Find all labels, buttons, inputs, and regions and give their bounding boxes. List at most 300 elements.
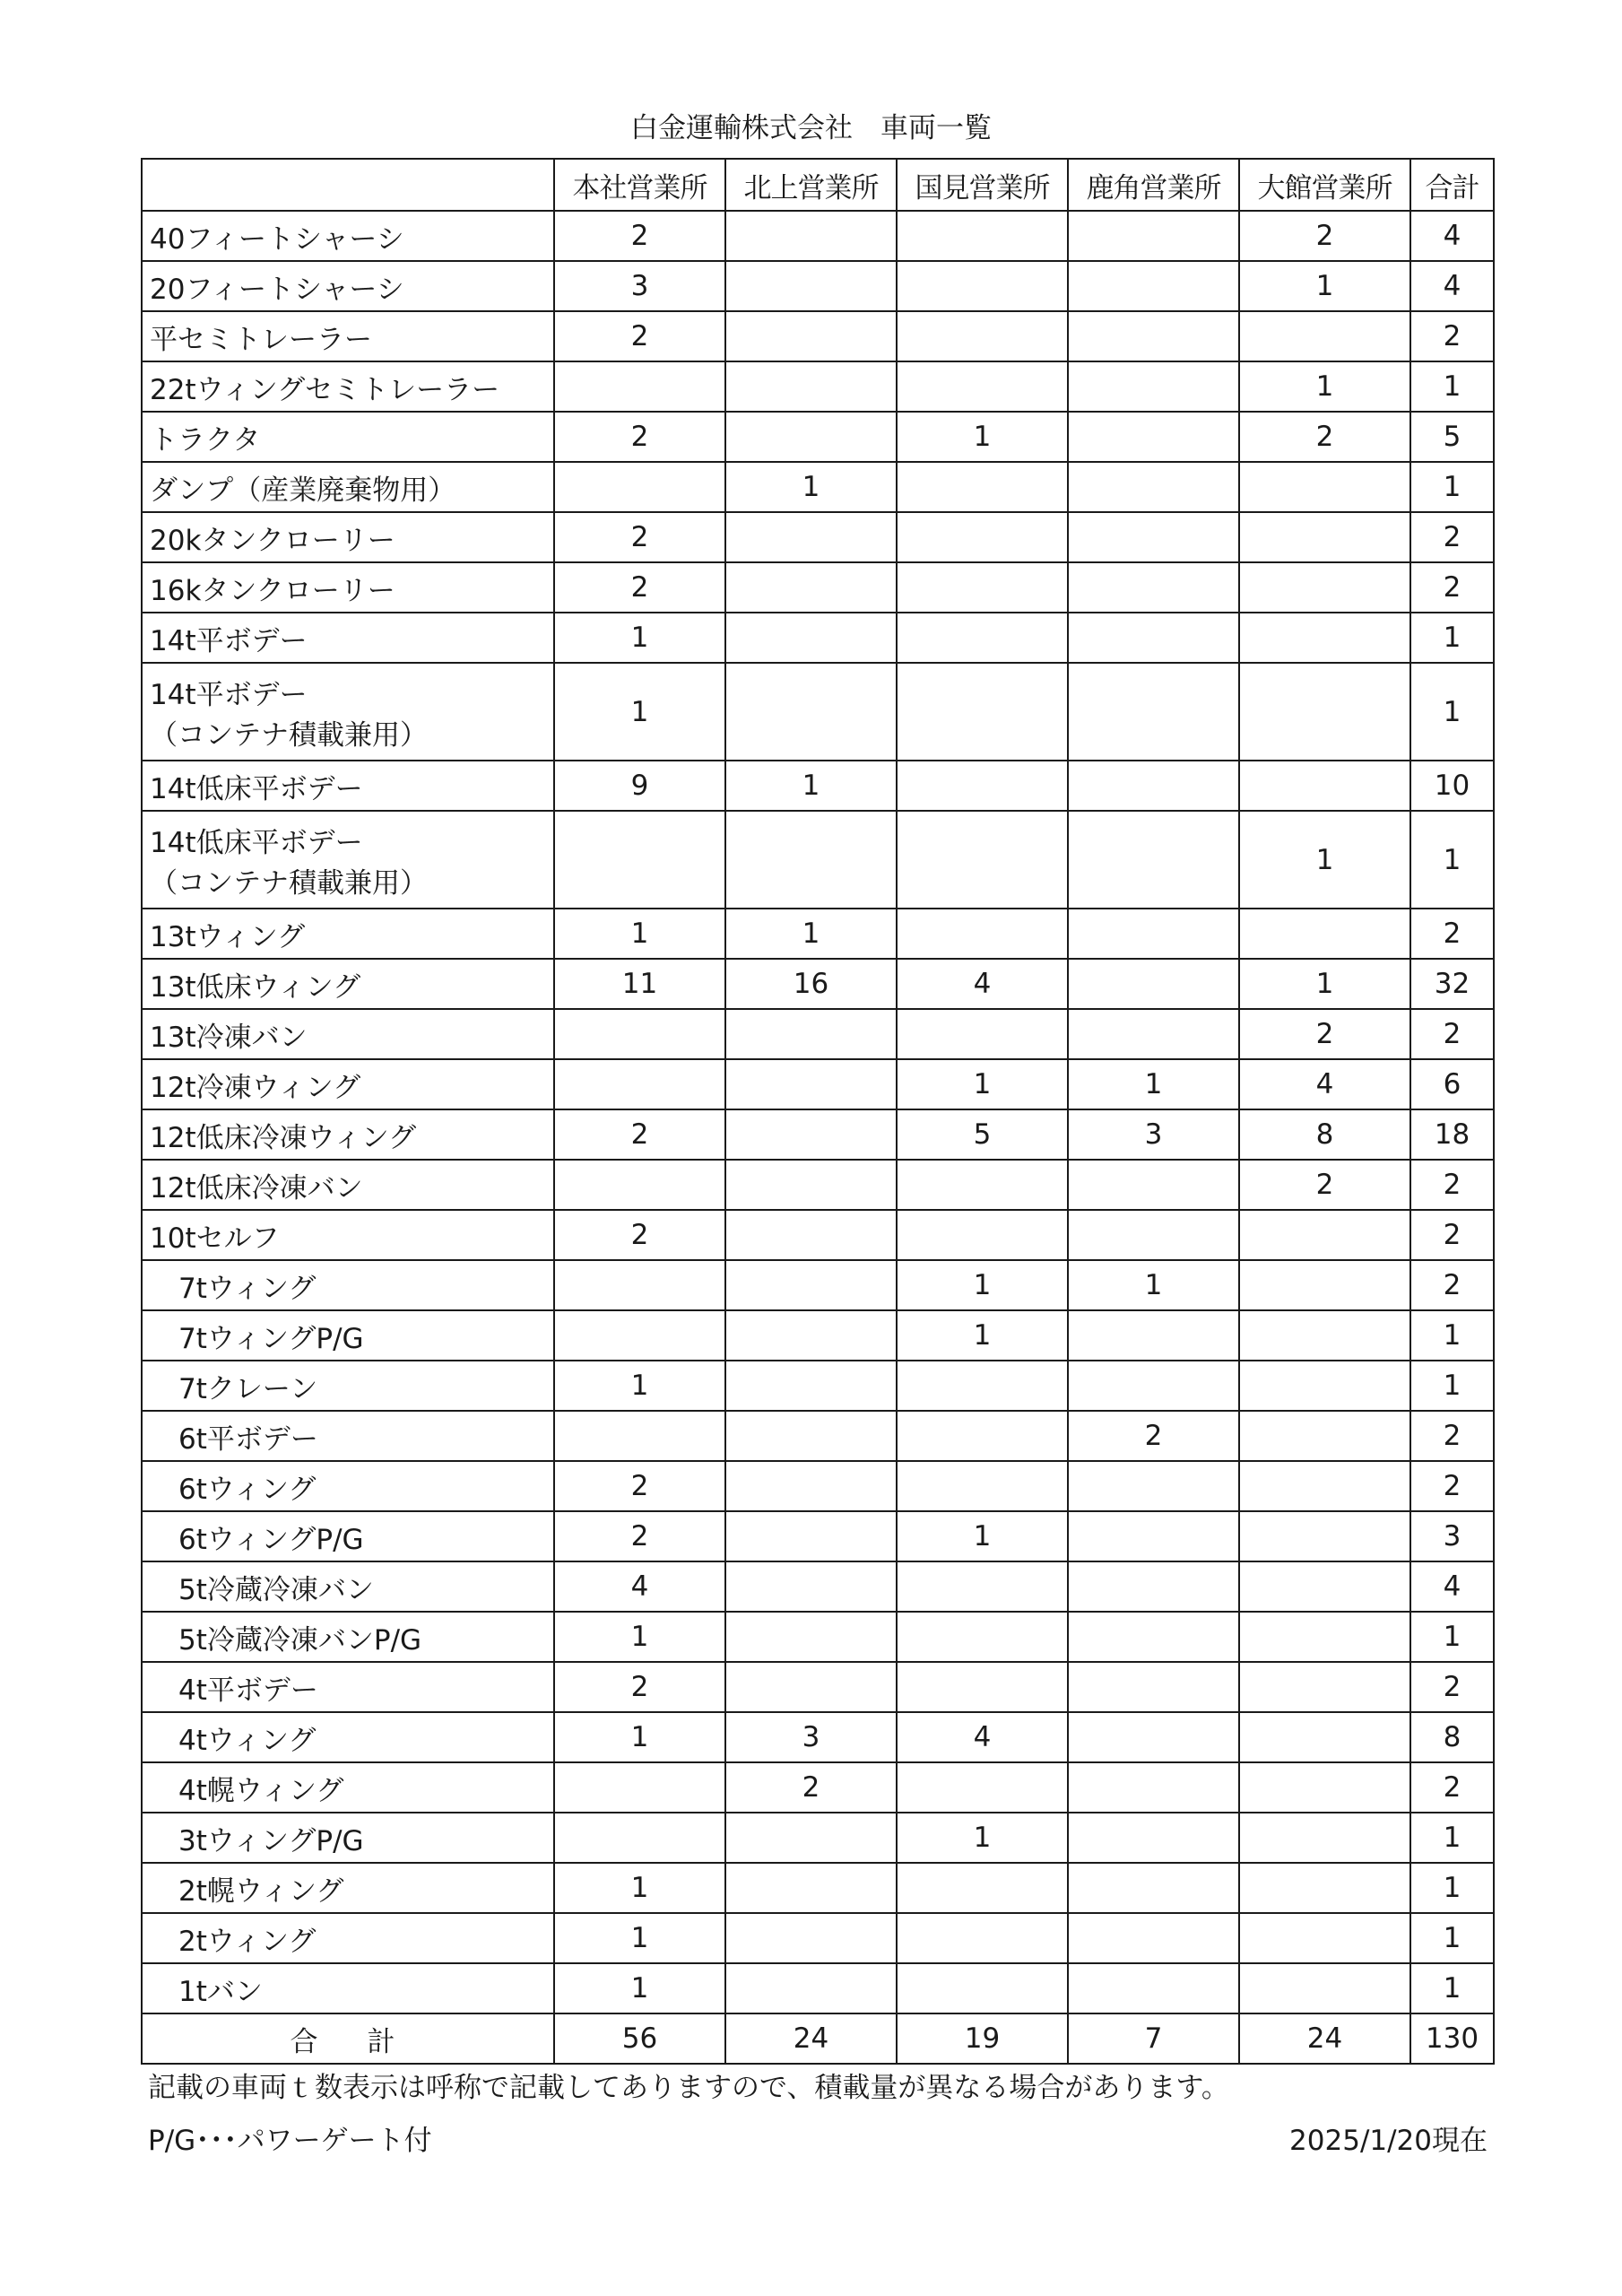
count-cell [897, 512, 1068, 562]
count-cell [1239, 1310, 1410, 1361]
count-cell: 1 [1239, 261, 1410, 311]
row-total-cell: 1 [1410, 1963, 1494, 2013]
count-cell [897, 1762, 1068, 1813]
count-cell: 1 [554, 1963, 725, 2013]
count-cell: 2 [554, 211, 725, 261]
pg-legend: P/G･･･パワーゲート付 [148, 2125, 432, 2157]
count-cell [897, 1160, 1068, 1210]
table-row [142, 1612, 1494, 1662]
count-cell [725, 1863, 897, 1913]
count-cell [725, 1612, 897, 1662]
table-row [142, 1210, 1494, 1260]
count-cell: 2 [1239, 211, 1410, 261]
header-cell: 大館営業所 [1239, 159, 1410, 211]
vehicle-type-cell [142, 1963, 554, 2013]
vehicle-type-cell [142, 1411, 554, 1461]
count-cell [1239, 1963, 1410, 2013]
vehicle-type-cell [142, 1160, 554, 1210]
count-cell [1068, 663, 1239, 761]
row-total-cell: 1 [1410, 1310, 1494, 1361]
vehicle-type-cell [142, 512, 554, 562]
count-cell [554, 1762, 725, 1813]
count-cell [725, 1210, 897, 1260]
table-row [142, 761, 1494, 811]
table-row [142, 811, 1494, 909]
count-cell: 2 [554, 1461, 725, 1511]
vehicle-type-sublabel: （コンテナ積載兼用） [150, 866, 428, 900]
row-total-cell: 1 [1410, 663, 1494, 761]
count-cell: 1 [554, 1863, 725, 1913]
vehicle-type-label: 20kタンクローリー [150, 524, 395, 557]
vehicle-type-cell [142, 211, 554, 261]
vehicle-type-cell [142, 1662, 554, 1712]
count-cell [897, 613, 1068, 663]
count-cell [1068, 1963, 1239, 2013]
count-cell: 1 [1239, 811, 1410, 909]
count-cell [1068, 562, 1239, 613]
count-cell [897, 811, 1068, 909]
count-cell: 4 [1239, 1059, 1410, 1109]
count-cell [1239, 1762, 1410, 1813]
row-total-cell: 10 [1410, 761, 1494, 811]
count-cell: 1 [1068, 1260, 1239, 1310]
vehicle-type-cell [142, 1109, 554, 1160]
vehicle-table [141, 158, 1495, 2065]
count-cell [725, 1963, 897, 2013]
count-cell: 8 [1239, 1109, 1410, 1160]
vehicle-type-label: 16kタンクローリー [150, 574, 395, 607]
count-cell [1068, 1561, 1239, 1612]
count-cell: 2 [1239, 412, 1410, 462]
count-cell [1068, 1009, 1239, 1059]
count-cell [1068, 462, 1239, 512]
vehicle-type-cell [142, 1260, 554, 1310]
count-cell: 1 [1239, 361, 1410, 412]
count-cell [1068, 761, 1239, 811]
count-cell [1068, 1160, 1239, 1210]
count-cell [725, 261, 897, 311]
table-row [142, 1109, 1494, 1160]
count-cell [725, 1813, 897, 1863]
count-cell [1239, 1411, 1410, 1461]
count-cell [725, 361, 897, 412]
count-cell [897, 311, 1068, 361]
row-total-cell: 1 [1410, 1913, 1494, 1963]
vehicle-type-cell [142, 361, 554, 412]
total-cell: 7 [1068, 2013, 1239, 2064]
vehicle-type-label: 12t冷凍ウィング [150, 1071, 361, 1104]
vehicle-type-sublabel: （コンテナ積載兼用） [150, 718, 428, 752]
count-cell [554, 1411, 725, 1461]
count-cell [554, 811, 725, 909]
count-cell: 2 [554, 1210, 725, 1260]
vehicle-type-cell [142, 1762, 554, 1813]
count-cell [897, 462, 1068, 512]
vehicle-type-cell [142, 1712, 554, 1762]
count-cell [1068, 211, 1239, 261]
count-cell: 9 [554, 761, 725, 811]
count-cell: 2 [1239, 1160, 1410, 1210]
row-total-cell: 2 [1410, 1009, 1494, 1059]
header-cell: 鹿角営業所 [1068, 159, 1239, 211]
vehicle-type-cell [142, 1361, 554, 1411]
row-total-cell: 2 [1410, 562, 1494, 613]
count-cell [897, 1963, 1068, 2013]
count-cell [897, 1561, 1068, 1612]
vehicle-type-label: 5t冷蔵冷凍バン [178, 1573, 374, 1606]
vehicle-type-label: 12t低床冷凍ウィング [150, 1121, 417, 1154]
count-cell [725, 562, 897, 613]
total-cell: 24 [1239, 2013, 1410, 2064]
header-cell: 北上営業所 [725, 159, 897, 211]
row-total-cell: 8 [1410, 1712, 1494, 1762]
count-cell [1068, 361, 1239, 412]
row-total-cell: 4 [1410, 1561, 1494, 1612]
vehicle-type-cell [142, 261, 554, 311]
row-total-cell: 2 [1410, 1160, 1494, 1210]
count-cell [1068, 811, 1239, 909]
count-cell: 1 [897, 1310, 1068, 1361]
vehicle-type-label: 6tウィング [178, 1473, 317, 1506]
row-total-cell: 2 [1410, 1461, 1494, 1511]
count-cell: 2 [554, 311, 725, 361]
total-cell: 24 [725, 2013, 897, 2064]
count-cell: 1 [1239, 959, 1410, 1009]
table-row [142, 909, 1494, 959]
count-cell [554, 1009, 725, 1059]
count-cell [1239, 1511, 1410, 1561]
row-total-cell: 1 [1410, 462, 1494, 512]
vehicle-type-label: 6t平ボデー [178, 1422, 318, 1456]
row-total-cell: 2 [1410, 311, 1494, 361]
count-cell [1068, 909, 1239, 959]
count-cell [725, 1511, 897, 1561]
count-cell [1068, 1712, 1239, 1762]
document-title: 白金運輸株式会社 車両一覧 [630, 112, 992, 144]
table-row [142, 1662, 1494, 1712]
count-cell [725, 1310, 897, 1361]
count-cell [897, 1009, 1068, 1059]
count-cell: 1 [554, 909, 725, 959]
count-cell: 1 [554, 663, 725, 761]
vehicle-type-label: 4t平ボデー [178, 1674, 318, 1707]
count-cell [725, 1009, 897, 1059]
count-cell: 2 [554, 412, 725, 462]
table-row [142, 1310, 1494, 1361]
count-cell: 1 [897, 1059, 1068, 1109]
total-label: 合 計 [142, 2013, 554, 2064]
vehicle-type-cell [142, 761, 554, 811]
table-row [142, 1160, 1494, 1210]
table-row [142, 1762, 1494, 1813]
count-cell [1068, 1612, 1239, 1662]
count-cell [1239, 761, 1410, 811]
total-cell: 56 [554, 2013, 725, 2064]
count-cell [1068, 1863, 1239, 1913]
count-cell: 2 [554, 562, 725, 613]
count-cell: 1 [554, 1712, 725, 1762]
row-total-cell: 1 [1410, 1863, 1494, 1913]
count-cell: 1 [897, 1813, 1068, 1863]
vehicle-type-label: 14t低床平ボデー [150, 826, 363, 859]
header-cell: 本社営業所 [554, 159, 725, 211]
count-cell [1068, 1762, 1239, 1813]
vehicle-type-cell [142, 1612, 554, 1662]
count-cell [554, 361, 725, 412]
count-cell [1239, 1813, 1410, 1863]
footnote: 記載の車両ｔ数表示は呼称で記載してありますので、積載量が異なる場合があります。 [148, 2072, 1229, 2104]
count-cell [1239, 909, 1410, 959]
vehicle-type-label: 7tウィング [178, 1272, 317, 1305]
vehicle-type-label: 14t低床平ボデー [150, 772, 363, 805]
count-cell [1239, 1863, 1410, 1913]
vehicle-type-label: 22tウィングセミトレーラー [150, 373, 500, 406]
count-cell: 2 [554, 1662, 725, 1712]
vehicle-type-label: 40フィートシャーシ [150, 222, 404, 256]
table-body [142, 211, 1494, 2064]
vehicle-type-cell [142, 663, 554, 761]
vehicle-type-cell [142, 811, 554, 909]
vehicle-type-cell [142, 959, 554, 1009]
row-total-cell: 1 [1410, 811, 1494, 909]
count-cell [1068, 412, 1239, 462]
vehicle-type-cell [142, 1310, 554, 1361]
table-row [142, 311, 1494, 361]
vehicle-type-cell [142, 1210, 554, 1260]
count-cell [1068, 311, 1239, 361]
count-cell [1068, 1210, 1239, 1260]
row-total-cell: 2 [1410, 512, 1494, 562]
table-row [142, 1863, 1494, 1913]
row-total-cell: 2 [1410, 1411, 1494, 1461]
count-cell: 1 [554, 1913, 725, 1963]
count-cell: 3 [1068, 1109, 1239, 1160]
row-total-cell: 5 [1410, 412, 1494, 462]
vehicle-type-label: 3tウィングP/G [178, 1824, 364, 1857]
count-cell: 1 [1068, 1059, 1239, 1109]
count-cell [1068, 613, 1239, 663]
vehicle-type-label: トラクタ [150, 423, 261, 457]
count-cell [725, 1411, 897, 1461]
as-of-date: 2025/1/20現在 [1289, 2125, 1488, 2157]
header-cell: 国見営業所 [897, 159, 1068, 211]
table-row [142, 512, 1494, 562]
count-cell: 2 [554, 512, 725, 562]
count-cell: 4 [897, 959, 1068, 1009]
count-cell [725, 1361, 897, 1411]
row-total-cell: 1 [1410, 1361, 1494, 1411]
count-cell [554, 1310, 725, 1361]
count-cell [1068, 1662, 1239, 1712]
vehicle-type-label: ダンプ（産業廃棄物用） [150, 474, 456, 507]
vehicle-type-label: 14t平ボデー [150, 624, 308, 657]
count-cell [897, 761, 1068, 811]
vehicle-type-label: 13t冷凍バン [150, 1021, 308, 1054]
count-cell [1239, 663, 1410, 761]
vehicle-type-cell [142, 1059, 554, 1109]
vehicle-type-label: 平セミトレーラー [150, 323, 372, 356]
count-cell: 11 [554, 959, 725, 1009]
total-row [142, 2013, 1494, 2064]
table-row [142, 1411, 1494, 1461]
vehicle-type-label: 1tバン [178, 1975, 263, 2008]
count-cell [1068, 512, 1239, 562]
count-cell: 1 [897, 1260, 1068, 1310]
count-cell [1239, 613, 1410, 663]
count-cell [725, 613, 897, 663]
count-cell [725, 1561, 897, 1612]
count-cell: 1 [554, 613, 725, 663]
table-row [142, 1963, 1494, 2013]
vehicle-type-label: 4tウィング [178, 1724, 317, 1757]
count-cell [1068, 261, 1239, 311]
count-cell: 4 [554, 1561, 725, 1612]
table-row [142, 562, 1494, 613]
count-cell [725, 663, 897, 761]
vehicle-type-cell [142, 311, 554, 361]
count-cell: 1 [725, 462, 897, 512]
count-cell [1239, 1662, 1410, 1712]
vehicle-type-label: 13t低床ウィング [150, 970, 361, 1004]
table-row [142, 1260, 1494, 1310]
count-cell [897, 1411, 1068, 1461]
vehicle-type-cell [142, 1461, 554, 1511]
row-total-cell: 2 [1410, 909, 1494, 959]
count-cell: 5 [897, 1109, 1068, 1160]
vehicle-type-cell [142, 909, 554, 959]
table-row [142, 1561, 1494, 1612]
row-total-cell: 2 [1410, 1260, 1494, 1310]
count-cell [725, 311, 897, 361]
count-cell [897, 1461, 1068, 1511]
count-cell [1239, 512, 1410, 562]
count-cell [1239, 1712, 1410, 1762]
vehicle-type-cell [142, 412, 554, 462]
count-cell [897, 663, 1068, 761]
vehicle-type-cell [142, 562, 554, 613]
vehicle-type-label: 20フィートシャーシ [150, 273, 404, 306]
header-row [142, 159, 1494, 211]
row-total-cell: 2 [1410, 1762, 1494, 1813]
count-cell [1239, 1260, 1410, 1310]
table-row [142, 1511, 1494, 1561]
count-cell: 1 [897, 412, 1068, 462]
table-row [142, 211, 1494, 261]
count-cell [554, 1813, 725, 1863]
count-cell [725, 1160, 897, 1210]
vehicle-type-label: 6tウィングP/G [178, 1523, 364, 1556]
count-cell [1239, 462, 1410, 512]
count-cell: 2 [554, 1511, 725, 1561]
count-cell [725, 412, 897, 462]
vehicle-type-label: 4t幌ウィング [178, 1774, 344, 1807]
count-cell [725, 1260, 897, 1310]
count-cell: 1 [725, 909, 897, 959]
vehicle-type-cell [142, 1511, 554, 1561]
count-cell [725, 211, 897, 261]
total-cell: 19 [897, 2013, 1068, 2064]
vehicle-type-label: 10tセルフ [150, 1222, 280, 1255]
count-cell [554, 462, 725, 512]
vehicle-type-label: 12t低床冷凍バン [150, 1171, 363, 1205]
vehicle-type-cell [142, 1863, 554, 1913]
count-cell [897, 261, 1068, 311]
count-cell [897, 1612, 1068, 1662]
count-cell: 2 [1239, 1009, 1410, 1059]
count-cell: 3 [554, 261, 725, 311]
table-row [142, 1361, 1494, 1411]
count-cell [725, 811, 897, 909]
count-cell: 1 [725, 761, 897, 811]
vehicle-type-cell [142, 1009, 554, 1059]
count-cell [897, 1361, 1068, 1411]
vehicle-type-label: 14t平ボデー [150, 678, 308, 711]
vehicle-type-label: 7tクレーン [178, 1372, 318, 1405]
row-total-cell: 4 [1410, 211, 1494, 261]
row-total-cell: 2 [1410, 1210, 1494, 1260]
count-cell [725, 512, 897, 562]
count-cell [1239, 1612, 1410, 1662]
count-cell [897, 1913, 1068, 1963]
table-row [142, 261, 1494, 311]
count-cell [1068, 1511, 1239, 1561]
table-row [142, 462, 1494, 512]
table-row [142, 613, 1494, 663]
count-cell [725, 1059, 897, 1109]
vehicle-type-label: 2t幌ウィング [178, 1874, 344, 1908]
count-cell: 4 [897, 1712, 1068, 1762]
row-total-cell: 1 [1410, 1612, 1494, 1662]
vehicle-type-label: 5t冷蔵冷凍バンP/G [178, 1623, 422, 1657]
count-cell: 1 [897, 1511, 1068, 1561]
vehicle-type-cell [142, 1561, 554, 1612]
count-cell [725, 1913, 897, 1963]
table-row [142, 1059, 1494, 1109]
count-cell [1068, 1310, 1239, 1361]
count-cell [1239, 1913, 1410, 1963]
count-cell [1068, 1813, 1239, 1863]
count-cell [1239, 1361, 1410, 1411]
table-row [142, 412, 1494, 462]
count-cell: 2 [725, 1762, 897, 1813]
count-cell [554, 1059, 725, 1109]
count-cell [725, 1461, 897, 1511]
count-cell [897, 1662, 1068, 1712]
count-cell [897, 1210, 1068, 1260]
count-cell [1068, 1913, 1239, 1963]
vehicle-type-cell [142, 1913, 554, 1963]
count-cell [897, 909, 1068, 959]
table-row [142, 1712, 1494, 1762]
grand-total-cell: 130 [1410, 2013, 1494, 2064]
count-cell: 2 [1068, 1411, 1239, 1461]
count-cell [725, 1662, 897, 1712]
row-total-cell: 2 [1410, 1662, 1494, 1712]
count-cell [1239, 1561, 1410, 1612]
vehicle-type-label: 13tウィング [150, 920, 306, 953]
table-row [142, 1913, 1494, 1963]
count-cell [1239, 562, 1410, 613]
vehicle-type-cell [142, 1813, 554, 1863]
count-cell [1068, 1461, 1239, 1511]
count-cell [1239, 1461, 1410, 1511]
count-cell: 2 [554, 1109, 725, 1160]
table-row [142, 1009, 1494, 1059]
table-row [142, 1461, 1494, 1511]
vehicle-type-label: 7tウィングP/G [178, 1322, 364, 1355]
count-cell [554, 1260, 725, 1310]
count-cell: 3 [725, 1712, 897, 1762]
